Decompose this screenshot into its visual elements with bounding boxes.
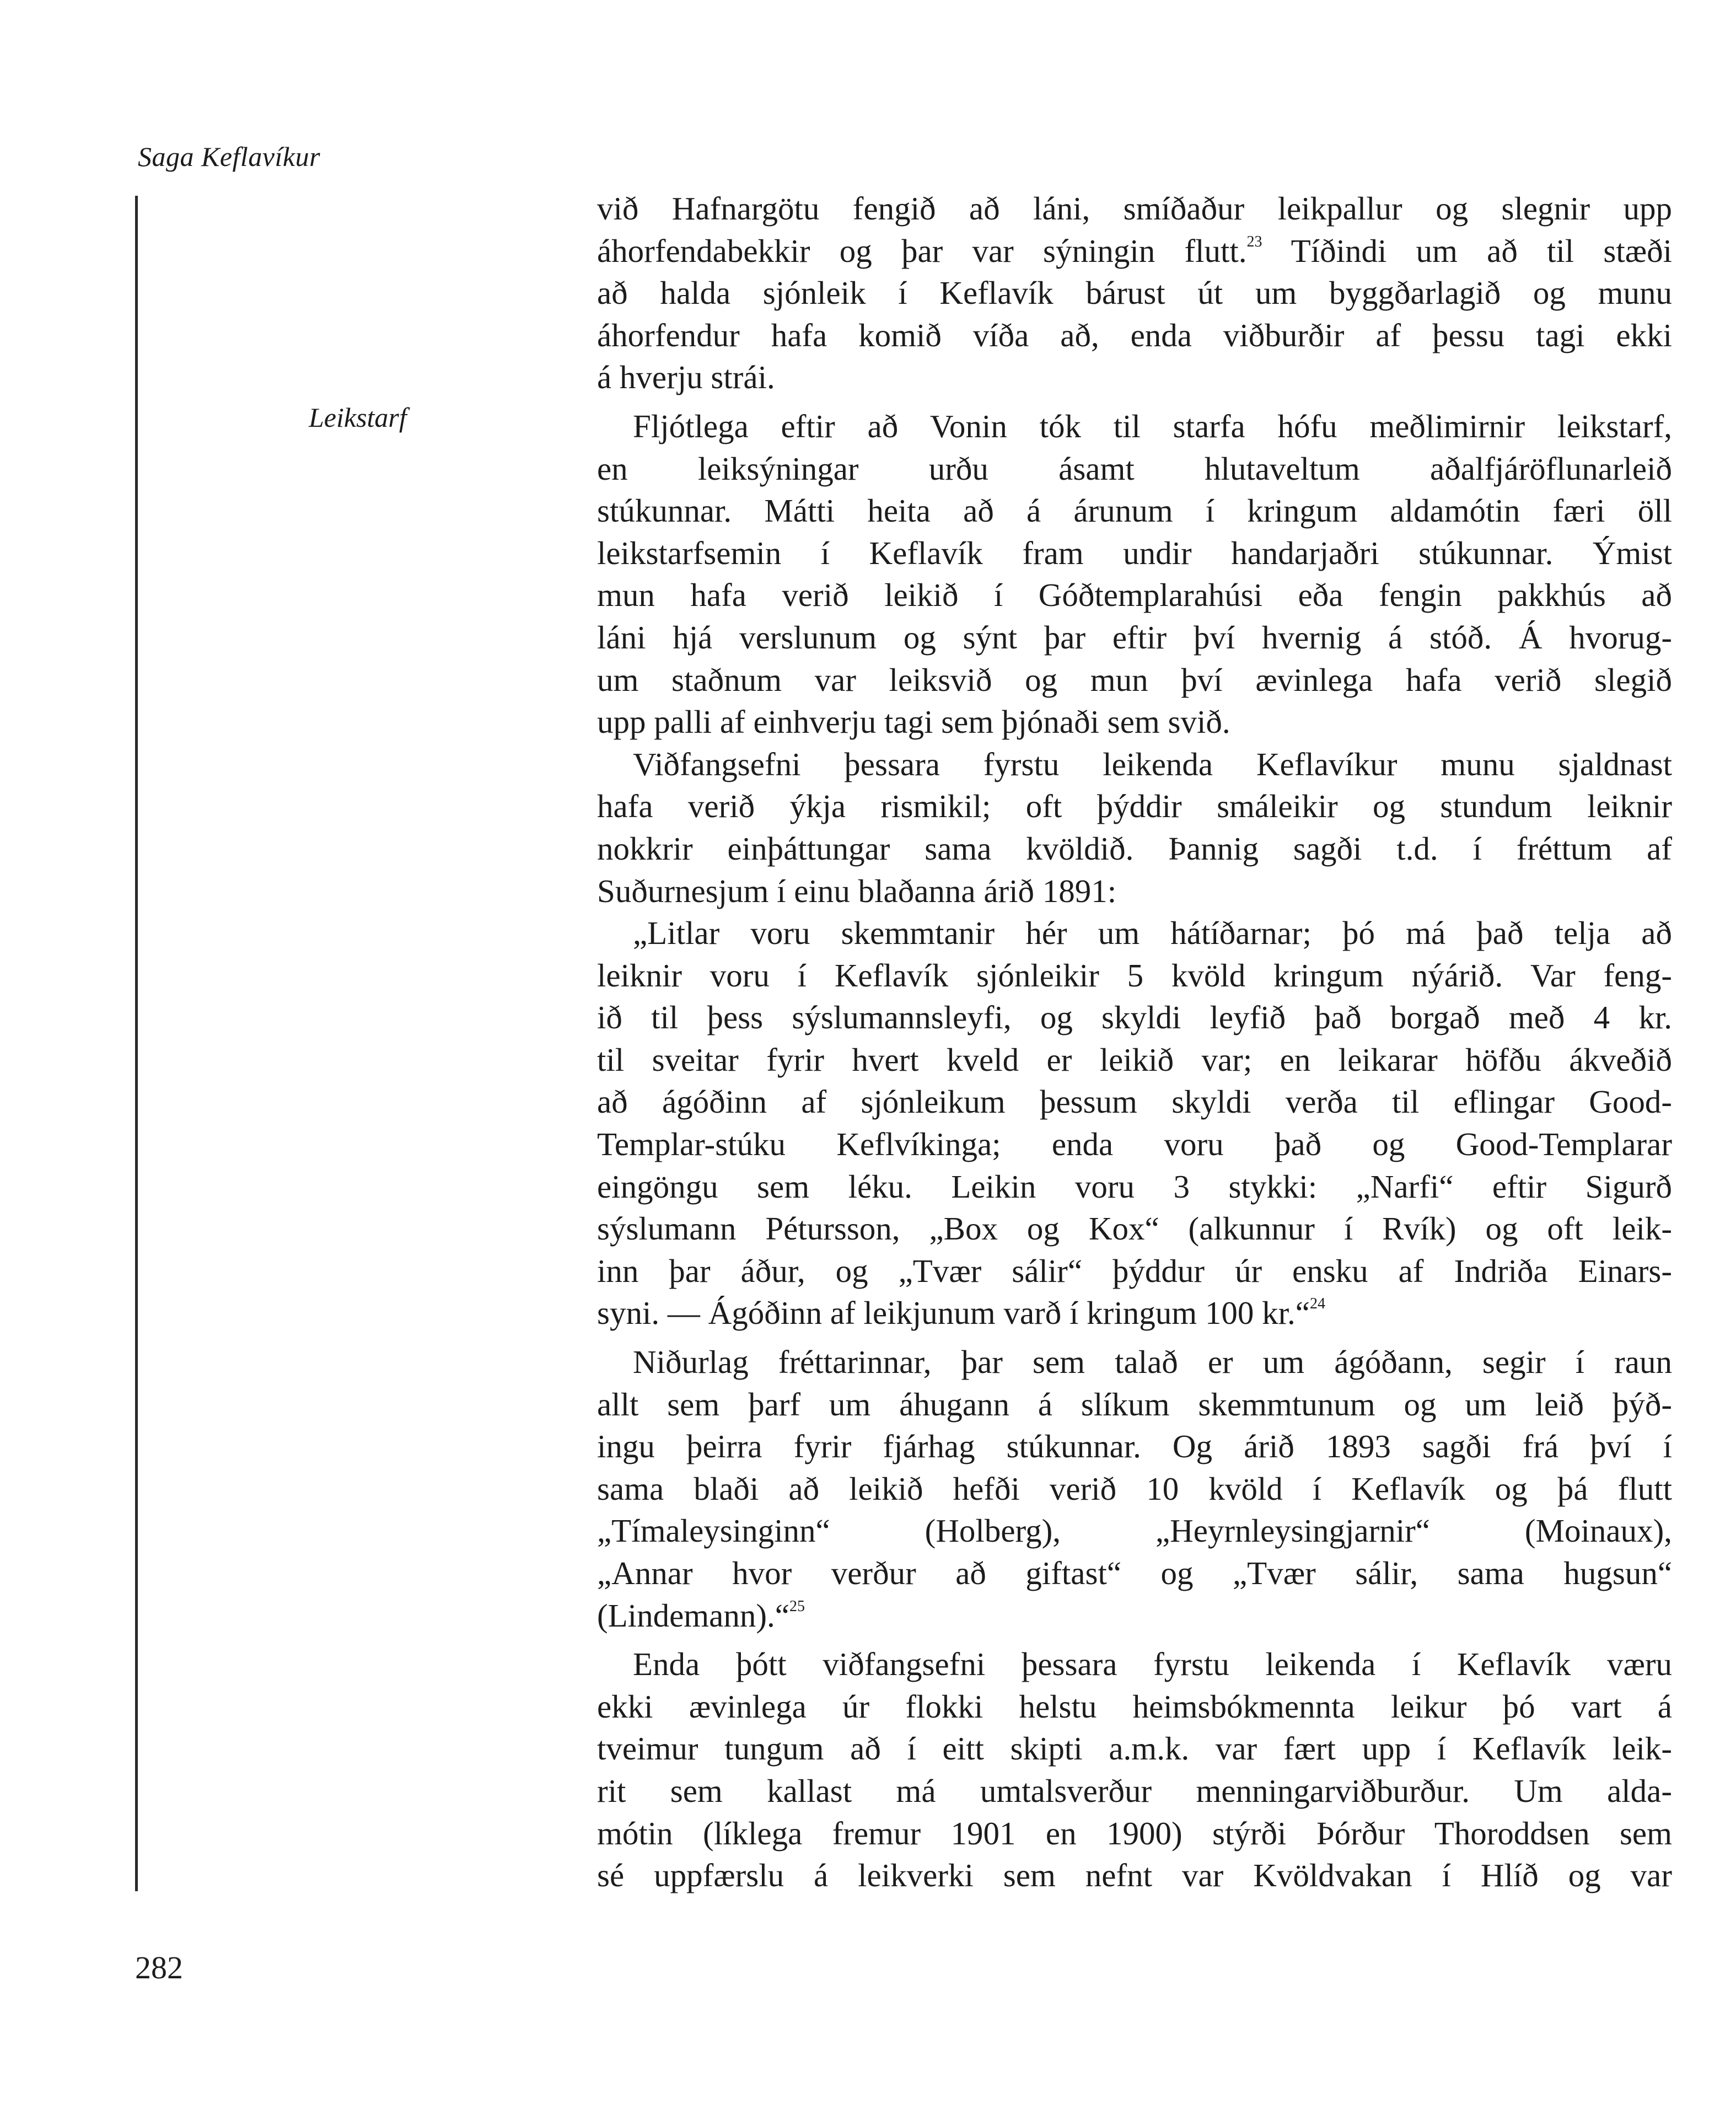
text-line: ekki ævinlega úr flokki helstu heimsbókmennta leikur þó vart á [597,1688,1672,1725]
footnote-ref: 24 [1309,1295,1325,1313]
footnote-ref: 25 [789,1597,805,1615]
quote-line: leiknir voru í Keflavík sjónleikir 5 kvöld kringum nýárið. Var feng- [597,957,1672,994]
text-line: ingu þeirra fyrir fjárhag stúkunnar. Og árið 1893 sagði frá því í [597,1428,1672,1465]
text-line: Fljótlega eftir að Vonin tók til starfa hófu meðlimirnir leikstarf, [633,407,1672,444]
text-line: „Tímaleysinginn“ (Holberg), „Heyrnleysingjarnir“ (Moinaux), [597,1512,1672,1549]
quote-line: að ágóðinn af sjónleikum þessum skyldi verða til eflingar Good- [597,1083,1672,1120]
quote-line: til sveitar fyrir hvert kveld er leikið var; en leikarar höfðu ákveðið [597,1041,1672,1078]
text-line: nokkrir einþáttungar sama kvöldið. Þannig sagði t.d. í fréttum af [597,830,1672,867]
margin-rule [135,196,138,1891]
running-head: Saga Keflavíkur [138,141,321,172]
text-line: allt sem þarf um áhugann á slíkum skemmtunum og um leið þýð- [597,1386,1672,1423]
text-line: mótin (líklega fremur 1901 en 1900) stýrði Þórður Thoroddsen sem [597,1815,1672,1852]
text-line: láni hjá verslunum og sýnt þar eftir því hvernig á stóð. Á hvorug- [597,619,1672,656]
quote-line: ið til þess sýslumannsleyfi, og skyldi leyfið það borgað með 4 kr. [597,999,1672,1036]
body-text [597,187,1672,1897]
text-line: að halda sjónleik í Keflavík bárust út um byggðarlagið og munu [597,275,1672,312]
text-line: áhorfendur hafa komið víða að, enda viðburðir af þessu tagi ekki [597,316,1672,353]
text-line: Suðurnesjum í einu blaðanna árið 1891: [597,872,1117,909]
text-line: áhorfendabekkir og þar var sýningin flutt.$^{23}$ Tíðindi um að til stæði [597,232,1672,269]
text-line: „Annar hvor verður að giftast“ og „Tvær sálir, sama hugsun“ [597,1555,1672,1591]
quote-line: inn þar áður, og „Tvær sálir“ þýddur úr ensku af Indriða Einars- [597,1252,1672,1289]
text-line: (Lindemann).“$^{25}$ [597,1597,805,1634]
quote-line: „Litlar voru skemmtanir hér um hátíðarnar; þó má það telja að [633,915,1672,952]
text-line: á hverju strái. [597,359,775,396]
text-line: sama blaði að leikið hefði verið 10 kvöld í Keflavík og þá flutt [597,1470,1672,1507]
text-line: Viðfangsefni þessara fyrstu leikenda Keflavíkur munu sjaldnast [633,745,1672,782]
footnote-ref: 23 [1246,233,1262,250]
text-line: en leiksýningar urðu ásamt hlutaveltum aðalfjáröflunarleið [597,450,1672,487]
page-number: 282 [135,1950,183,1986]
text-line: upp palli af einhverju tagi sem þjónaði sem svið. [597,704,1230,740]
quote-line: syni. — Ágóðinn af leikjunum varð í kringum 100 kr.“$^{24}$ [597,1295,1325,1332]
text-line: leikstarfsemin í Keflavík fram undir handarjaðri stúkunnar. Ýmist [597,534,1672,571]
text-line: Enda þótt viðfangsefni þessara fyrstu leikenda í Keflavík væru [633,1646,1672,1683]
text-line: við Hafnargötu fengið að láni, smíðaður leikpallur og slegnir upp [597,190,1672,227]
text-line: Niðurlag fréttarinnar, þar sem talað er um ágóðann, segir í raun [633,1344,1672,1381]
text-line: rit sem kallast má umtalsverður menningarviðburður. Um alda- [597,1772,1672,1809]
text-line: tveimur tungum að í eitt skipti a.m.k. var fært upp í Keflavík leik- [597,1730,1672,1767]
quote-line: Templar-stúku Keflvíkinga; enda voru það og Good-Templarar [597,1126,1672,1163]
text-line: um staðnum var leiksvið og mun því ævinlega hafa verið slegið [597,661,1672,698]
text-line: sé uppfærslu á leikverki sem nefnt var Kvöldvakan í Hlíð og var [597,1857,1672,1894]
side-note-leikstarf: Leikstarf [309,402,407,433]
quote-line: eingöngu sem léku. Leikin voru 3 stykki: „Narfi“ eftir Sigurð [597,1168,1672,1205]
text-line: mun hafa verið leikið í Góðtemplarahúsi eða fengin pakkhús að [597,577,1672,614]
quote-line: sýslumann Pétursson, „Box og Kox“ (alkunnur í Rvík) og oft leik- [597,1210,1672,1247]
text-line: stúkunnar. Mátti heita að á árunum í kringum aldamótin færi öll [597,492,1672,529]
text-line: hafa verið ýkja rismikil; oft þýddir smáleikir og stundum leiknir [597,788,1672,825]
